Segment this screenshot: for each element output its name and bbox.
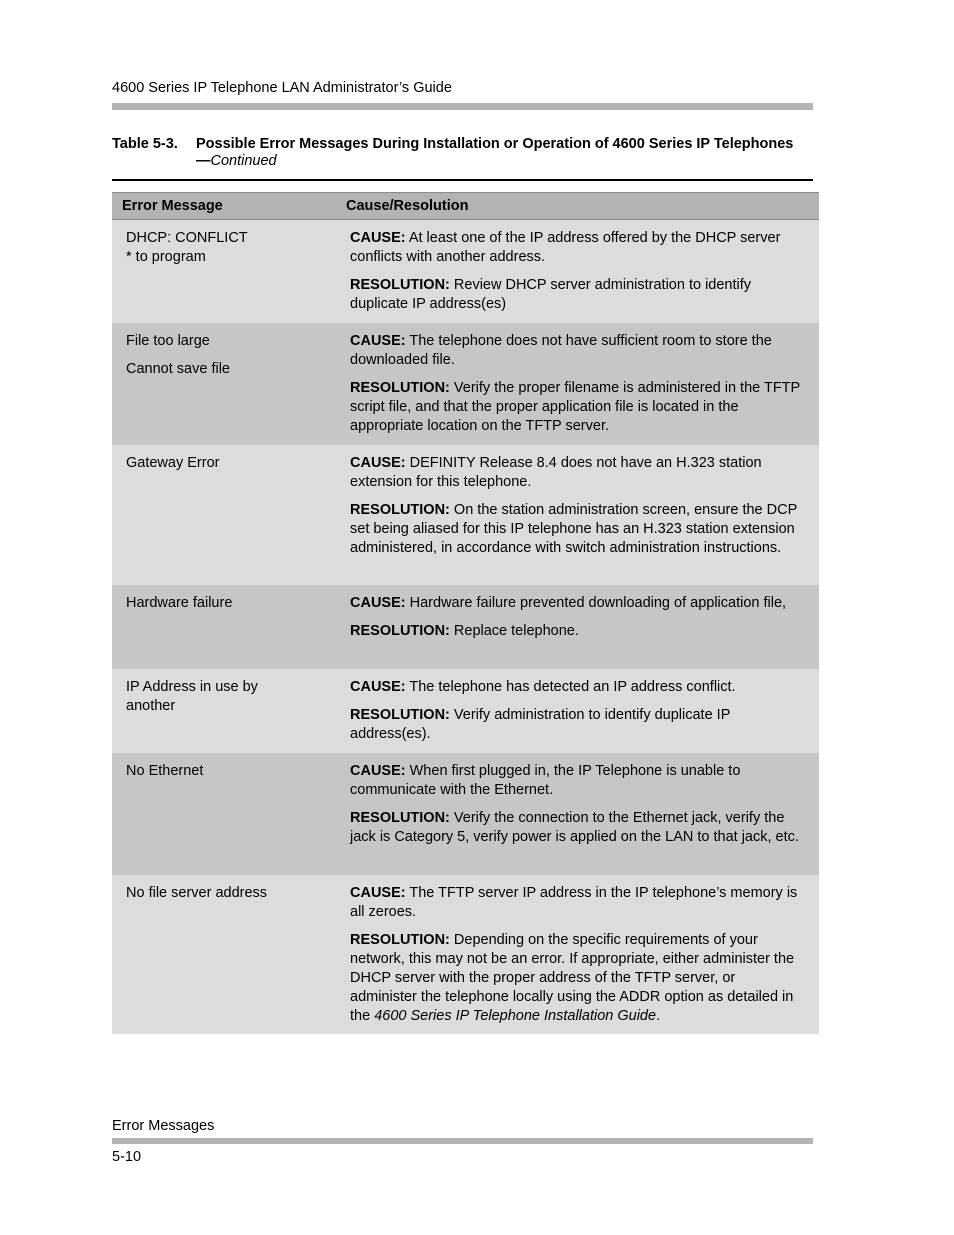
table-header-row [112, 192, 819, 220]
table-row [112, 875, 819, 1034]
table-row [112, 220, 819, 323]
cause-label: CAUSE: [350, 885, 406, 901]
error-message-cell [126, 229, 331, 276]
cause-label: CAUSE: [350, 333, 406, 349]
resolution-label: RESOLUTION: [350, 932, 450, 948]
cause-label: CAUSE: [350, 679, 406, 695]
error-table [112, 192, 819, 1034]
resolution-label: RESOLUTION: [350, 502, 450, 518]
cause-label: CAUSE: [350, 763, 406, 779]
resolution-label: RESOLUTION: [350, 277, 450, 293]
table-title-text: Possible Error Messages During Installation or Operation of 4600 Series IP Telephones— [196, 136, 794, 169]
error-message-cell [126, 594, 331, 622]
cause-resolution-cell [350, 454, 806, 567]
table-row [112, 323, 819, 445]
cause-text: CAUSE: At least one of the IP address offered by the DHCP server conflicts with another address. [350, 230, 781, 265]
cause-resolution-cell [350, 594, 806, 650]
cause-resolution-cell [350, 762, 806, 856]
error-message: Hardware failure [126, 595, 233, 611]
caption-rule [112, 179, 813, 181]
resolution-label: RESOLUTION: [350, 707, 450, 723]
table-title [196, 136, 796, 170]
error-message: DHCP: CONFLICT * to program [126, 230, 248, 265]
cause-text: CAUSE: The telephone has detected an IP address conflict. [350, 679, 736, 695]
cause-label: CAUSE: [350, 455, 406, 471]
cause-text: CAUSE: The TFTP server IP address in the IP telephone’s memory is all zeroes. [350, 885, 798, 920]
resolution-text: RESOLUTION: Review DHCP server administration to identify duplicate IP address(es) [350, 277, 752, 312]
resolution-text: RESOLUTION: Verify administration to identify duplicate IP address(es). [350, 707, 731, 742]
resolution-text: RESOLUTION: Replace telephone. [350, 623, 579, 639]
table-row [112, 585, 819, 669]
resolution-label: RESOLUTION: [350, 810, 450, 826]
guide-title: 4600 Series IP Telephone Installation Guide [374, 1008, 657, 1024]
page-number: 5-10 [112, 1149, 142, 1165]
table-continued: Continued [210, 153, 277, 169]
table-row [112, 445, 819, 585]
resolution-label: RESOLUTION: [350, 623, 450, 639]
error-message: File too large [126, 333, 210, 349]
cause-text: CAUSE: Hardware failure prevented downloading of application file, [350, 595, 787, 611]
column-header-error-message: Error Message [122, 198, 223, 214]
table-row [112, 753, 819, 875]
error-message: Gateway Error [126, 455, 220, 471]
cause-text: CAUSE: When first plugged in, the IP Telephone is unable to communicate with the Ethernet. [350, 763, 741, 798]
cause-resolution-cell [350, 884, 806, 1035]
cause-resolution-cell [350, 332, 806, 445]
cause-resolution-cell [350, 678, 806, 753]
error-message-cell [126, 332, 331, 388]
error-message-cell [126, 454, 331, 482]
header-rule [112, 103, 813, 110]
table-row [112, 669, 819, 753]
cause-resolution-cell [350, 229, 806, 323]
resolution-label: RESOLUTION: [350, 380, 450, 396]
error-message: No Ethernet [126, 763, 204, 779]
resolution-text: RESOLUTION: Depending on the specific requirements of your network, this may not be an error. If appropriate, either administer the DHCP server with the proper address of the TFTP server, or administer the telephone locally using the ADDR option as detailed in the 4600 Series IP Telephone Installation Guide. [350, 932, 795, 1024]
cause-text: CAUSE: DEFINITY Release 8.4 does not have an H.323 station extension for this telephone. [350, 455, 762, 490]
resolution-text: RESOLUTION: Verify the proper filename is administered in the TFTP script file, and that the proper application file is located in the appropriate location on the TFTP server. [350, 380, 800, 434]
error-message: No file server address [126, 885, 268, 901]
footer-section: Error Messages [112, 1118, 215, 1134]
error-message-cell [126, 678, 286, 725]
error-message-cell [126, 762, 331, 790]
footer-rule [112, 1138, 813, 1144]
cause-label: CAUSE: [350, 595, 406, 611]
table-number: Table 5-3. [112, 136, 178, 152]
error-message: IP Address in use by another [126, 679, 258, 714]
error-message-cell [126, 884, 331, 912]
cause-text: CAUSE: The telephone does not have sufficient room to store the downloaded file. [350, 333, 772, 368]
resolution-text: RESOLUTION: Verify the connection to the Ethernet jack, verify the jack is Category 5, verify power is applied on the LAN to that jack, etc. [350, 810, 799, 845]
resolution-text: RESOLUTION: On the station administration screen, ensure the DCP set being aliased for this IP telephone has an H.323 station extension administered, in accordance with switch administration instructions. [350, 502, 798, 556]
cause-label: CAUSE: [350, 230, 406, 246]
running-header: 4600 Series IP Telephone LAN Administrator’s Guide [112, 80, 452, 96]
column-header-cause-resolution: Cause/Resolution [346, 198, 469, 214]
error-message: Cannot save file [126, 361, 230, 377]
